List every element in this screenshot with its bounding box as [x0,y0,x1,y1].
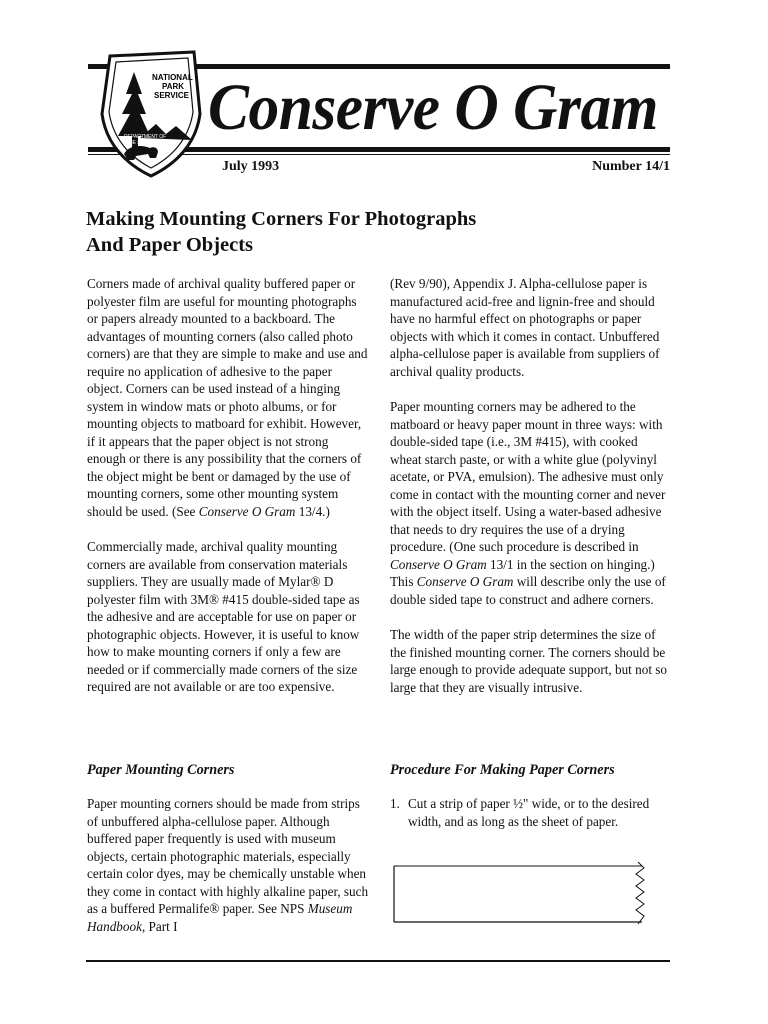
left-p1-reference: Conserve O Gram [198,503,296,519]
right-p2-reference-2: Conserve O Gram [416,574,514,589]
logo-text-park: PARK [162,82,185,91]
footer-rule [86,960,670,962]
section-heading-procedure: Procedure For Making Paper Corners [390,762,615,778]
issue-number: Number 14/1 [592,159,670,174]
logo-text-department: DEPARTMENT OF [124,134,167,140]
left-section-reference: Museum Handbook [87,901,353,934]
left-p1-text: Corners made of archival quality buffered paper or polyester film are useful for mounting photographs or papers already mounted to a backboard. The advantages of mounting corners (also called photo corners) are that they are simple to make and use and require no application of adhesive to the paper object. Corners can be used instead of a hinging system in window mats or photo albums, or for mounting objects to matboard for exhibit. However, if it appears that the paper object is not strong enough or there is any possibility that the corners of the object might be bent or damaged by the use of mounting corners, some other mounting system should be used. (See [87,276,368,519]
left-paragraph-2: Commercially made, archival quality mounting corners are available from conservation materials suppliers. They are usually made of Mylar® D polyester film with 3M® #415 double-sided tape as the adhesive and are acceptable for use on paper or photographic objects. However, it is useful to know how to make mounting corners if only a few are needed or if commercially made corners of the size required are not available or are too expensive. [87,539,360,694]
right-column [390,275,672,714]
nps-arrowhead-logo-icon [96,44,206,179]
logo-text-national: NATIONAL [152,73,193,82]
left-paragraph-1 [87,275,370,520]
left-column [87,275,370,714]
step-number: 1. [390,796,400,811]
right-section-body [390,795,670,830]
issue-date: July 1993 [222,159,280,174]
paper-strip-diagram [392,858,654,928]
procedure-step-1 [390,795,670,830]
logo-text-interior: THE INTERIOR [126,140,162,146]
document-title-line-1: Making Mounting Corners For Photographs [86,208,477,230]
section-heading-paper-mounting-corners: Paper Mounting Corners [87,762,235,778]
left-p1-text-end: 13/4.) [295,503,330,519]
left-section-text-end: , Part I [141,918,178,934]
right-p2-text-mid: 13/1 in the section on hinging.) This [390,556,655,589]
right-p2-text: Paper mounting corners may be adhered to the matboard or heavy paper mount in three ways: with double-sided tape (i.e., 3M #415), with cooked wheat starch paste, or with a white glue (polyvinyl acetate, or PVA, emulsion). The adhesive must only come in contact with the mounting corner and never with the object itself. Using a water-based adhesive that needs to dry requires the use of a drying procedure. (One such procedure is described in [390,399,666,554]
logo-text-service: SERVICE [154,91,189,100]
right-paragraph-2 [390,398,672,608]
right-paragraph-1: (Rev 9/90), Appendix J. Alpha-cellulose paper is manufactured acid-free and lignin-free and should have no harmful effect on photographs or paper objects with which it comes in contact. Unbuffered alpha-cellulose paper is available from suppliers of archival quality products. [390,276,660,379]
left-section-text: Paper mounting corners should be made from strips of unbuffered alpha-cellulose paper. Although buffered paper frequently is used with museum objects, certain photographic materials, especially certain color dyes, may be chemically unstable when they come in contact with highly alkaline paper, such as a buffered Permalife® paper. See NPS [87,796,369,916]
right-p2-text-end: will describe only the use of double sided tape to construct and adhere corners. [390,574,666,607]
document-title-line-2: And Paper Objects [86,234,254,256]
step-text: Cut a strip of paper ½" wide, or to the desired width, and as long as the sheet of paper. [408,796,650,829]
left-section-paragraph [87,795,372,935]
right-paragraph-3: The width of the paper strip determines the size of the finished mounting corner. The corners should be large enough to provide adequate support, but not so large that they are visually intrusive. [390,627,668,695]
left-section-body [87,795,372,953]
masthead-title: Conserve O Gram [208,71,658,144]
right-p2-reference-1: Conserve O Gram [390,556,487,572]
document-title [86,206,646,258]
